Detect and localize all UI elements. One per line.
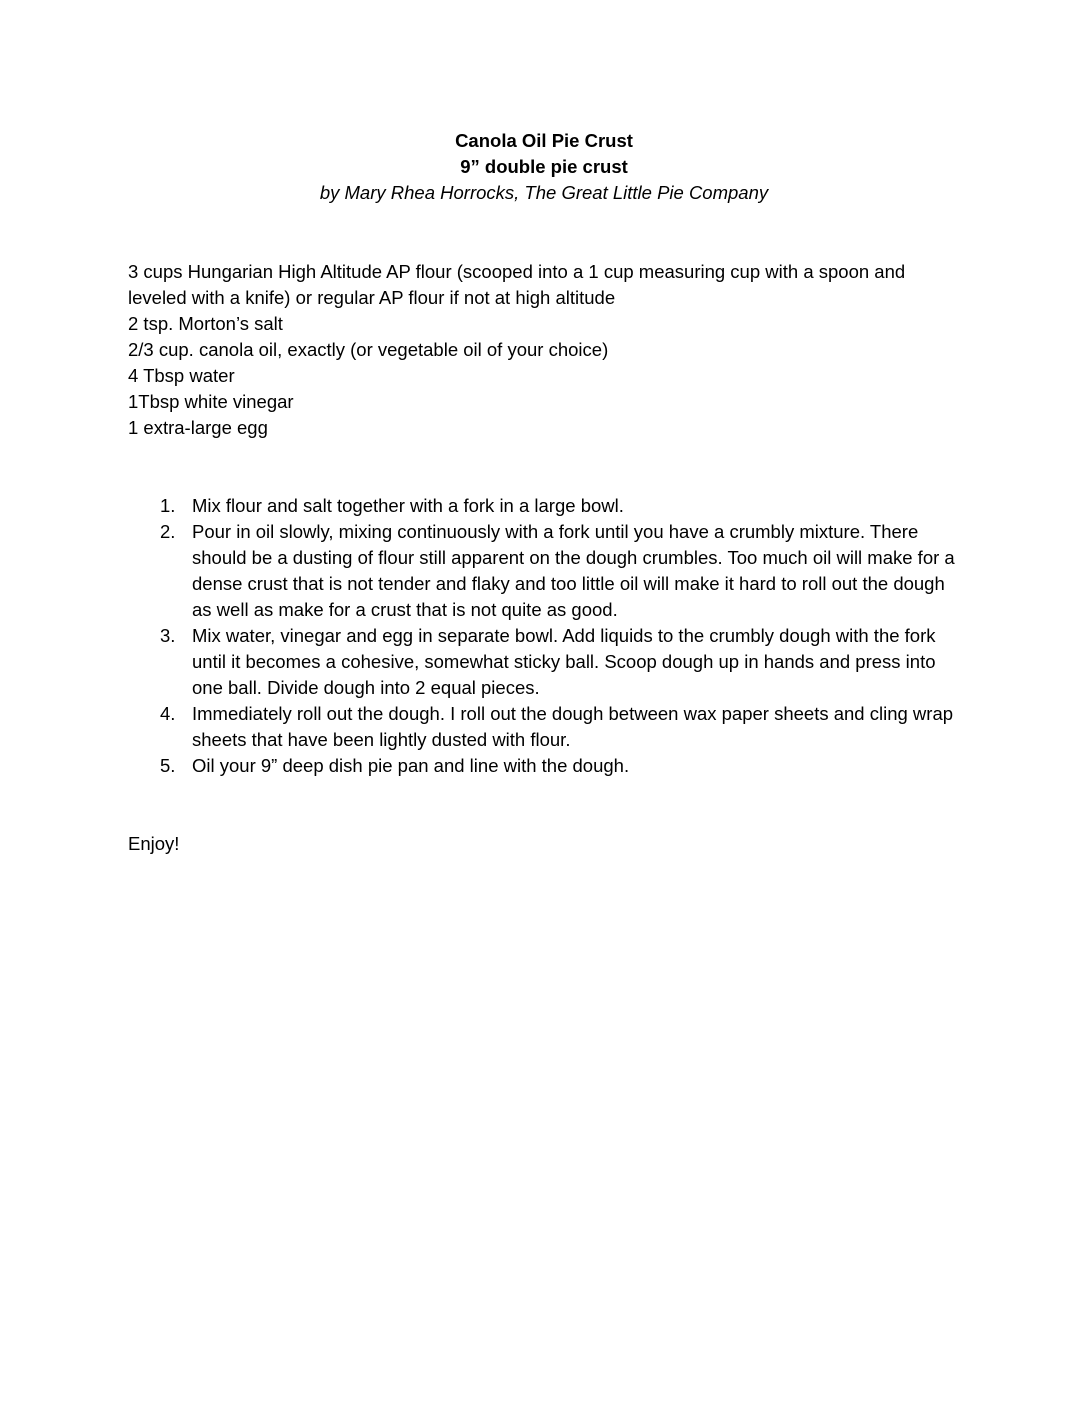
instruction-list [128, 493, 968, 779]
step-text: Pour in oil slowly, mixing continuously with a fork until you have a crumbly mixture. There should be a dusting of flour still apparent on the dough crumbles. Too much oil will make for a dense crust that is not tender and flaky and too little oil will make it hard to roll out the dough as well as make for a crust that is not quite as good. [192, 521, 955, 620]
ingredient-item: 1Tbsp white vinegar [128, 391, 294, 412]
step-number: 3. [160, 625, 176, 646]
step-text: Oil your 9” deep dish pie pan and line with the dough. [192, 755, 630, 776]
ingredient-list [128, 259, 968, 441]
instruction-step [128, 701, 968, 753]
ingredient-item: 2 tsp. Morton’s salt [128, 313, 283, 334]
instruction-step [128, 623, 968, 701]
step-number: 5. [160, 755, 176, 776]
instruction-step [128, 519, 968, 623]
recipe-subtitle: 9” double pie crust [460, 156, 628, 177]
step-text: Mix flour and salt together with a fork in a large bowl. [192, 495, 624, 516]
step-text: Immediately roll out the dough. I roll out the dough between wax paper sheets and cling wrap sheets that have been lightly dusted with flour. [192, 703, 954, 750]
ingredient-item: 4 Tbsp water [128, 365, 235, 386]
recipe-byline: by Mary Rhea Horrocks, The Great Little Pie Company [319, 182, 769, 203]
step-number: 2. [160, 521, 176, 542]
ingredient-item: 3 cups Hungarian High Altitude AP flour (scooped into a 1 cup measuring cup with a spoon and leveled with a knife) or regular AP flour if not at high altitude [128, 261, 906, 308]
instruction-step [128, 493, 968, 519]
step-number: 4. [160, 703, 176, 724]
step-number: 1. [160, 495, 176, 516]
closing-line: Enjoy! [128, 833, 180, 854]
instruction-step [128, 753, 968, 779]
ingredient-item: 2/3 cup. canola oil, exactly (or vegetable oil of your choice) [128, 339, 609, 360]
recipe-header [0, 128, 1088, 206]
step-text: Mix water, vinegar and egg in separate bowl. Add liquids to the crumbly dough with the fork until it becomes a cohesive, somewhat sticky ball. Scoop dough up in hands and press into one ball. Divide dough into 2 equal pieces. [192, 625, 936, 698]
recipe-title: Canola Oil Pie Crust [455, 130, 633, 151]
ingredient-item: 1 extra-large egg [128, 417, 268, 438]
